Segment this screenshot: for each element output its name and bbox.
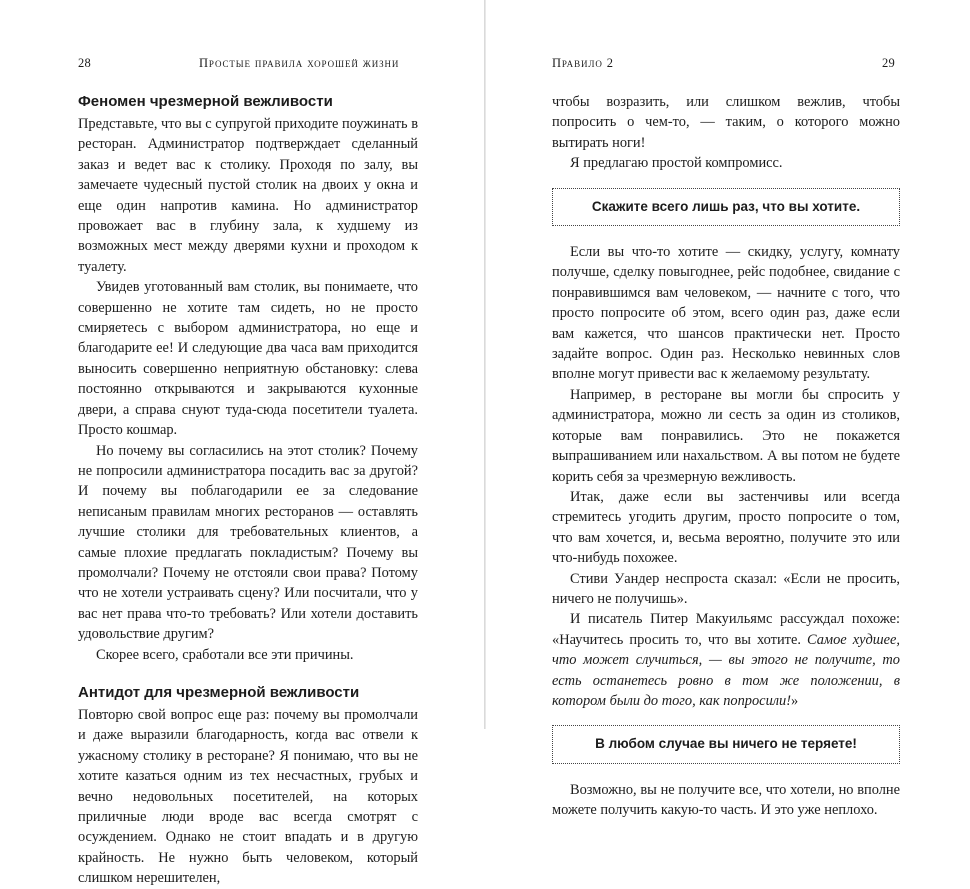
- paragraph: Повторю свой вопрос еще раз: почему вы промолчали и даже выразили благодарность, когда вас отвели к ужасному столику в ресторане? Я понимаю, что вы не хотите казаться одним из тех несчастных, грубых и вечно недовольных посетителей, на которых приличные люди вроде вас всегда смотрят с осуждением. Однако не стоит впадать и в другую крайность. Не нужно быть человеком, который слишком нерешителен,: [78, 706, 418, 887]
- paragraph: Стиви Уандер неспроста сказал: «Если не просить, ничего не получишь».: [552, 570, 900, 607]
- callout-box: В любом случае вы ничего не теряете!: [552, 725, 900, 763]
- section-heading-antidote: Антидот для чрезмерной вежливости: [78, 683, 360, 701]
- paragraph: Возможно, вы не получите все, что хотели, но вполне можете получить какую-то часть. И это уже неплохо.: [552, 781, 900, 819]
- paragraph: Итак, даже если вы застенчивы или всегда стремитесь угодить другим, просто попросите о том, что вам хочется, и, весьма вероятно, получите это или что-нибудь похожее.: [552, 488, 900, 567]
- paragraph: Я предлагаю простой компромисс.: [570, 155, 783, 172]
- page-number-left: 28: [78, 56, 91, 70]
- running-title-right: Правило 2: [552, 56, 614, 70]
- right-text-column: [552, 92, 900, 821]
- left-page: [0, 0, 484, 887]
- paragraph: чтобы возразить, или слишком вежлив, чтобы попросить о чем-то, — таким, о которого можно вытирать ноги!: [552, 94, 900, 151]
- paragraph: Представьте, что вы с супругой приходите поужинать в ресторан. Администратор подтверждает сделанный заказ и ведет вас к столику. Проходя по залу, вы замечаете чудесный пустой столик на двоих у окна и еще один напротив камина. Но администратор провожает вас в глубину зала, к худшему из возможных мест между дверями кухни и проходом к туалету.: [78, 116, 418, 275]
- running-title-left: Простые правила хорошей жизни: [199, 56, 400, 70]
- quote-italic: Самое худшее, что может случиться, — вы этого не получите, то есть останетесь ровно в том же положении, в котором были до того, как попросили!: [552, 631, 900, 709]
- callout-box: Скажите всего лишь раз, что вы хотите.: [552, 188, 900, 226]
- paragraph: Например, в ресторане вы могли бы спросить у администратора, можно ли сесть за один из столиков, которые вам понравились. Это не покажется выпрашиванием или нахальством. А вы потом не будете корить себя за чрезмерную вежливость.: [552, 386, 900, 485]
- quote-lead: И писатель Питер Макуильямс рассуждал похоже: «Научитесь просить то, что вы хотите.: [552, 611, 900, 648]
- right-page: [486, 0, 970, 819]
- paragraph: Скорее всего, сработали все эти причины.: [96, 646, 354, 663]
- paragraph: Если вы что-то хотите — скидку, услугу, комнату получше, сделку повыгоднее, рейс подобнее, свидание с понравившимся вам человеком, — начните с того, что просто попросите об этом, всего один раз, даже если вам кажется, что шансов практически нет. Просто задайте вопрос. Один раз. Несколько невинных слов вполне могут привести вас к желаемому результату.: [552, 244, 900, 383]
- paragraph: Но почему вы согласились на этот столик? Почему не попросили администратора посадить вас за другой? И почему вы поблагодарили ее за следование неписаным правилам многих ресторанов — оставлять лучшие столики для требовательных клиентов, а самые плохие предлагать покладистым? Почему вы промолчали? Почему не отстояли свои права? Потому что не хотели устраивать сцену? Или посчитали, что у вас нет права что-то требовать? Или хотели доставить удовольствие другим?: [78, 442, 418, 643]
- section-heading-phenomenon: Феномен чрезмерной вежливости: [78, 93, 333, 110]
- quote-paragraph: [552, 609, 900, 711]
- left-text-column: [78, 92, 418, 889]
- page-number-right: 29: [882, 56, 895, 70]
- quote-tail: »: [791, 692, 799, 709]
- paragraph: Увидев уготованный вам столик, вы понимаете, что совершенно не хотите там сидеть, но не просто смиряетесь с выбором администратора, но еще и благодарите ее! И следующие два часа вам приходится выносить совершенно неприятную обстановку: слева постоянно открываются и закрываются кухонные двери, а справа снуют туда-сюда посетители туалета. Просто кошмар.: [78, 279, 418, 439]
